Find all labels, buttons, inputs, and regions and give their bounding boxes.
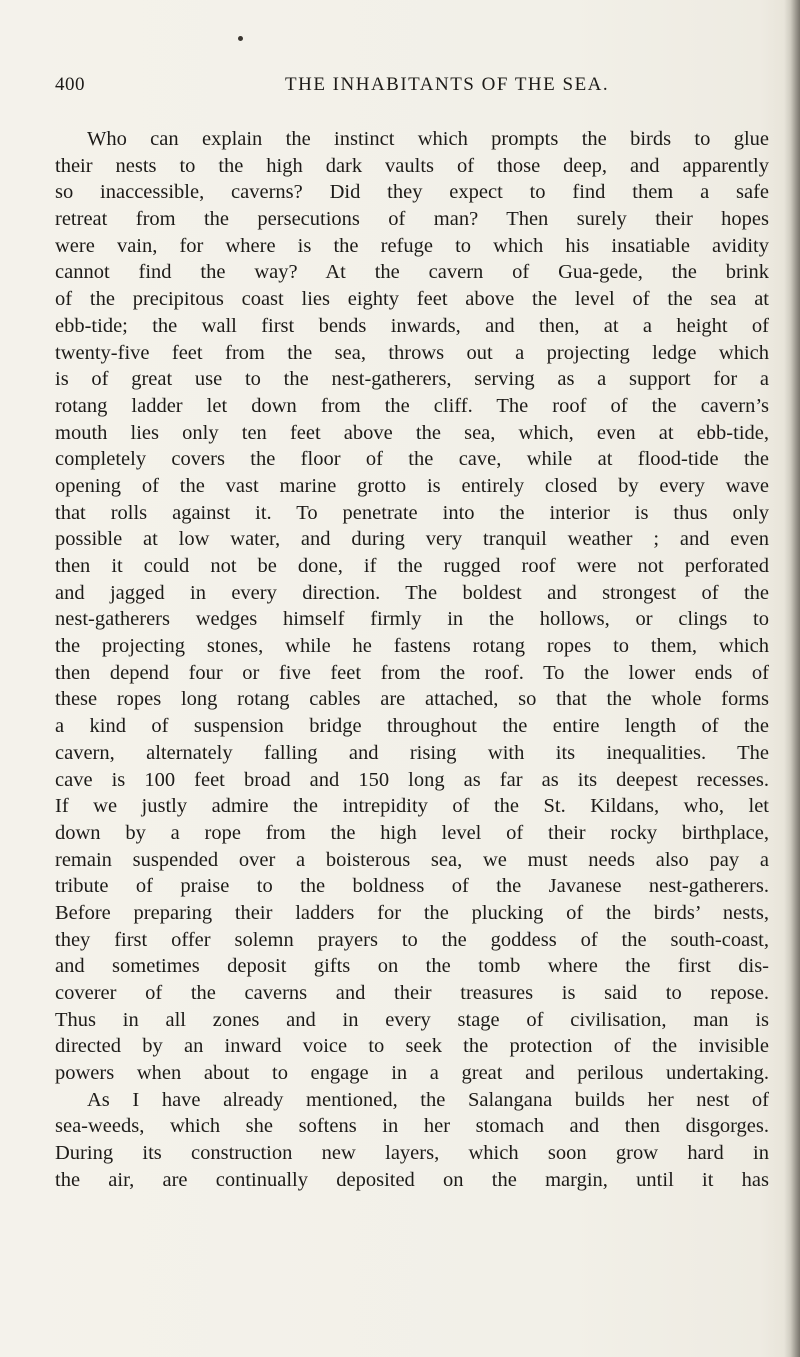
- text-line: and jagged in every direction. The boldest and strongest of the: [55, 581, 769, 604]
- text-line: a kind of suspension bridge throughout the entire length of the: [55, 715, 769, 738]
- text-line: cavern, alternately falling and rising with its inequalities. The: [55, 741, 769, 764]
- text-line: possible at low water, and during very tranquil weather ; and even: [55, 528, 769, 551]
- text-line: then it could not be done, if the rugged roof were not perforated: [55, 555, 769, 577]
- text-line: these ropes long rotang cables are attached, so that the whole forms: [55, 688, 769, 711]
- text-line: If we justly admire the intrepidity of the St. Kildans, who, let: [55, 795, 769, 818]
- body-text: [55, 126, 769, 1194]
- text-line: the projecting stones, while he fastens rotang ropes to them, which: [55, 635, 769, 658]
- text-line: During its construction new layers, which soon grow hard in: [55, 1142, 769, 1165]
- text-line: so inaccessible, caverns? Did they expect to find them a safe: [55, 181, 769, 204]
- text-line: their nests to the high dark vaults of those deep, and apparently: [55, 154, 769, 177]
- text-line: they first offer solemn prayers to the goddess of the south-coast,: [55, 928, 769, 951]
- text-line: completely covers the floor of the cave, while at flood-tide the: [55, 448, 769, 471]
- text-line: nest-gatherers wedges himself firmly in the hollows, or clings to: [55, 608, 769, 631]
- text-line: that rolls against it. To penetrate into the interior is thus only: [55, 501, 769, 524]
- text-line: powers when about to engage in a great and perilous undertaking.: [55, 1062, 769, 1085]
- text-line: retreat from the persecutions of man? Then surely their hopes: [55, 208, 769, 231]
- running-head: THE INHABITANTS OF THE SEA.: [285, 74, 610, 95]
- text-line: the air, are continually deposited on the margin, until it has: [55, 1168, 769, 1191]
- ink-speck: [238, 36, 243, 41]
- text-line: cannot find the way? At the cavern of Gua-gede, the brink: [55, 261, 769, 284]
- text-line: and sometimes deposit gifts on the tomb where the first dis-: [55, 955, 769, 978]
- text-line: twenty-five feet from the sea, throws out a projecting ledge which: [55, 341, 769, 364]
- page-number: 400: [55, 74, 85, 95]
- text-line: Thus in all zones and in every stage of civilisation, man is: [55, 1008, 769, 1031]
- page-edge-shadow: [784, 0, 800, 1357]
- text-line: opening of the vast marine grotto is entirely closed by every wave: [55, 474, 769, 497]
- text-line: Before preparing their ladders for the plucking of the birds’ nests,: [55, 901, 769, 924]
- text-line: directed by an inward voice to seek the protection of the invisible: [55, 1035, 769, 1058]
- text-line: down by a rope from the high level of their rocky birthplace,: [55, 821, 769, 844]
- text-line: remain suspended over a boisterous sea, we must needs also pay a: [55, 848, 769, 871]
- text-line: coverer of the caverns and their treasures is said to repose.: [55, 982, 769, 1004]
- text-line: then depend four or five feet from the roof. To the lower ends of: [55, 661, 769, 684]
- text-line: Who can explain the instinct which prompts the birds to glue: [87, 128, 769, 150]
- text-line: were vain, for where is the refuge to which his insatiable avidity: [55, 234, 769, 257]
- page-header: [55, 74, 745, 102]
- text-line: cave is 100 feet broad and 150 long as far as its deepest recesses.: [55, 768, 769, 791]
- text-line: tribute of praise to the boldness of the Javanese nest-gatherers.: [55, 875, 769, 898]
- text-line: of the precipitous coast lies eighty feet above the level of the sea at: [55, 288, 769, 311]
- text-line: is of great use to the nest-gatherers, serving as a support for a: [55, 368, 769, 391]
- text-line: ebb-tide; the wall first bends inwards, and then, at a height of: [55, 314, 769, 337]
- text-line: As I have already mentioned, the Salangana builds her nest of: [87, 1088, 769, 1111]
- text-line: rotang ladder let down from the cliff. The roof of the cavern’s: [55, 394, 769, 417]
- text-line: sea-weeds, which she softens in her stomach and then disgorges.: [55, 1115, 769, 1138]
- text-line: mouth lies only ten feet above the sea, which, even at ebb-tide,: [55, 421, 769, 444]
